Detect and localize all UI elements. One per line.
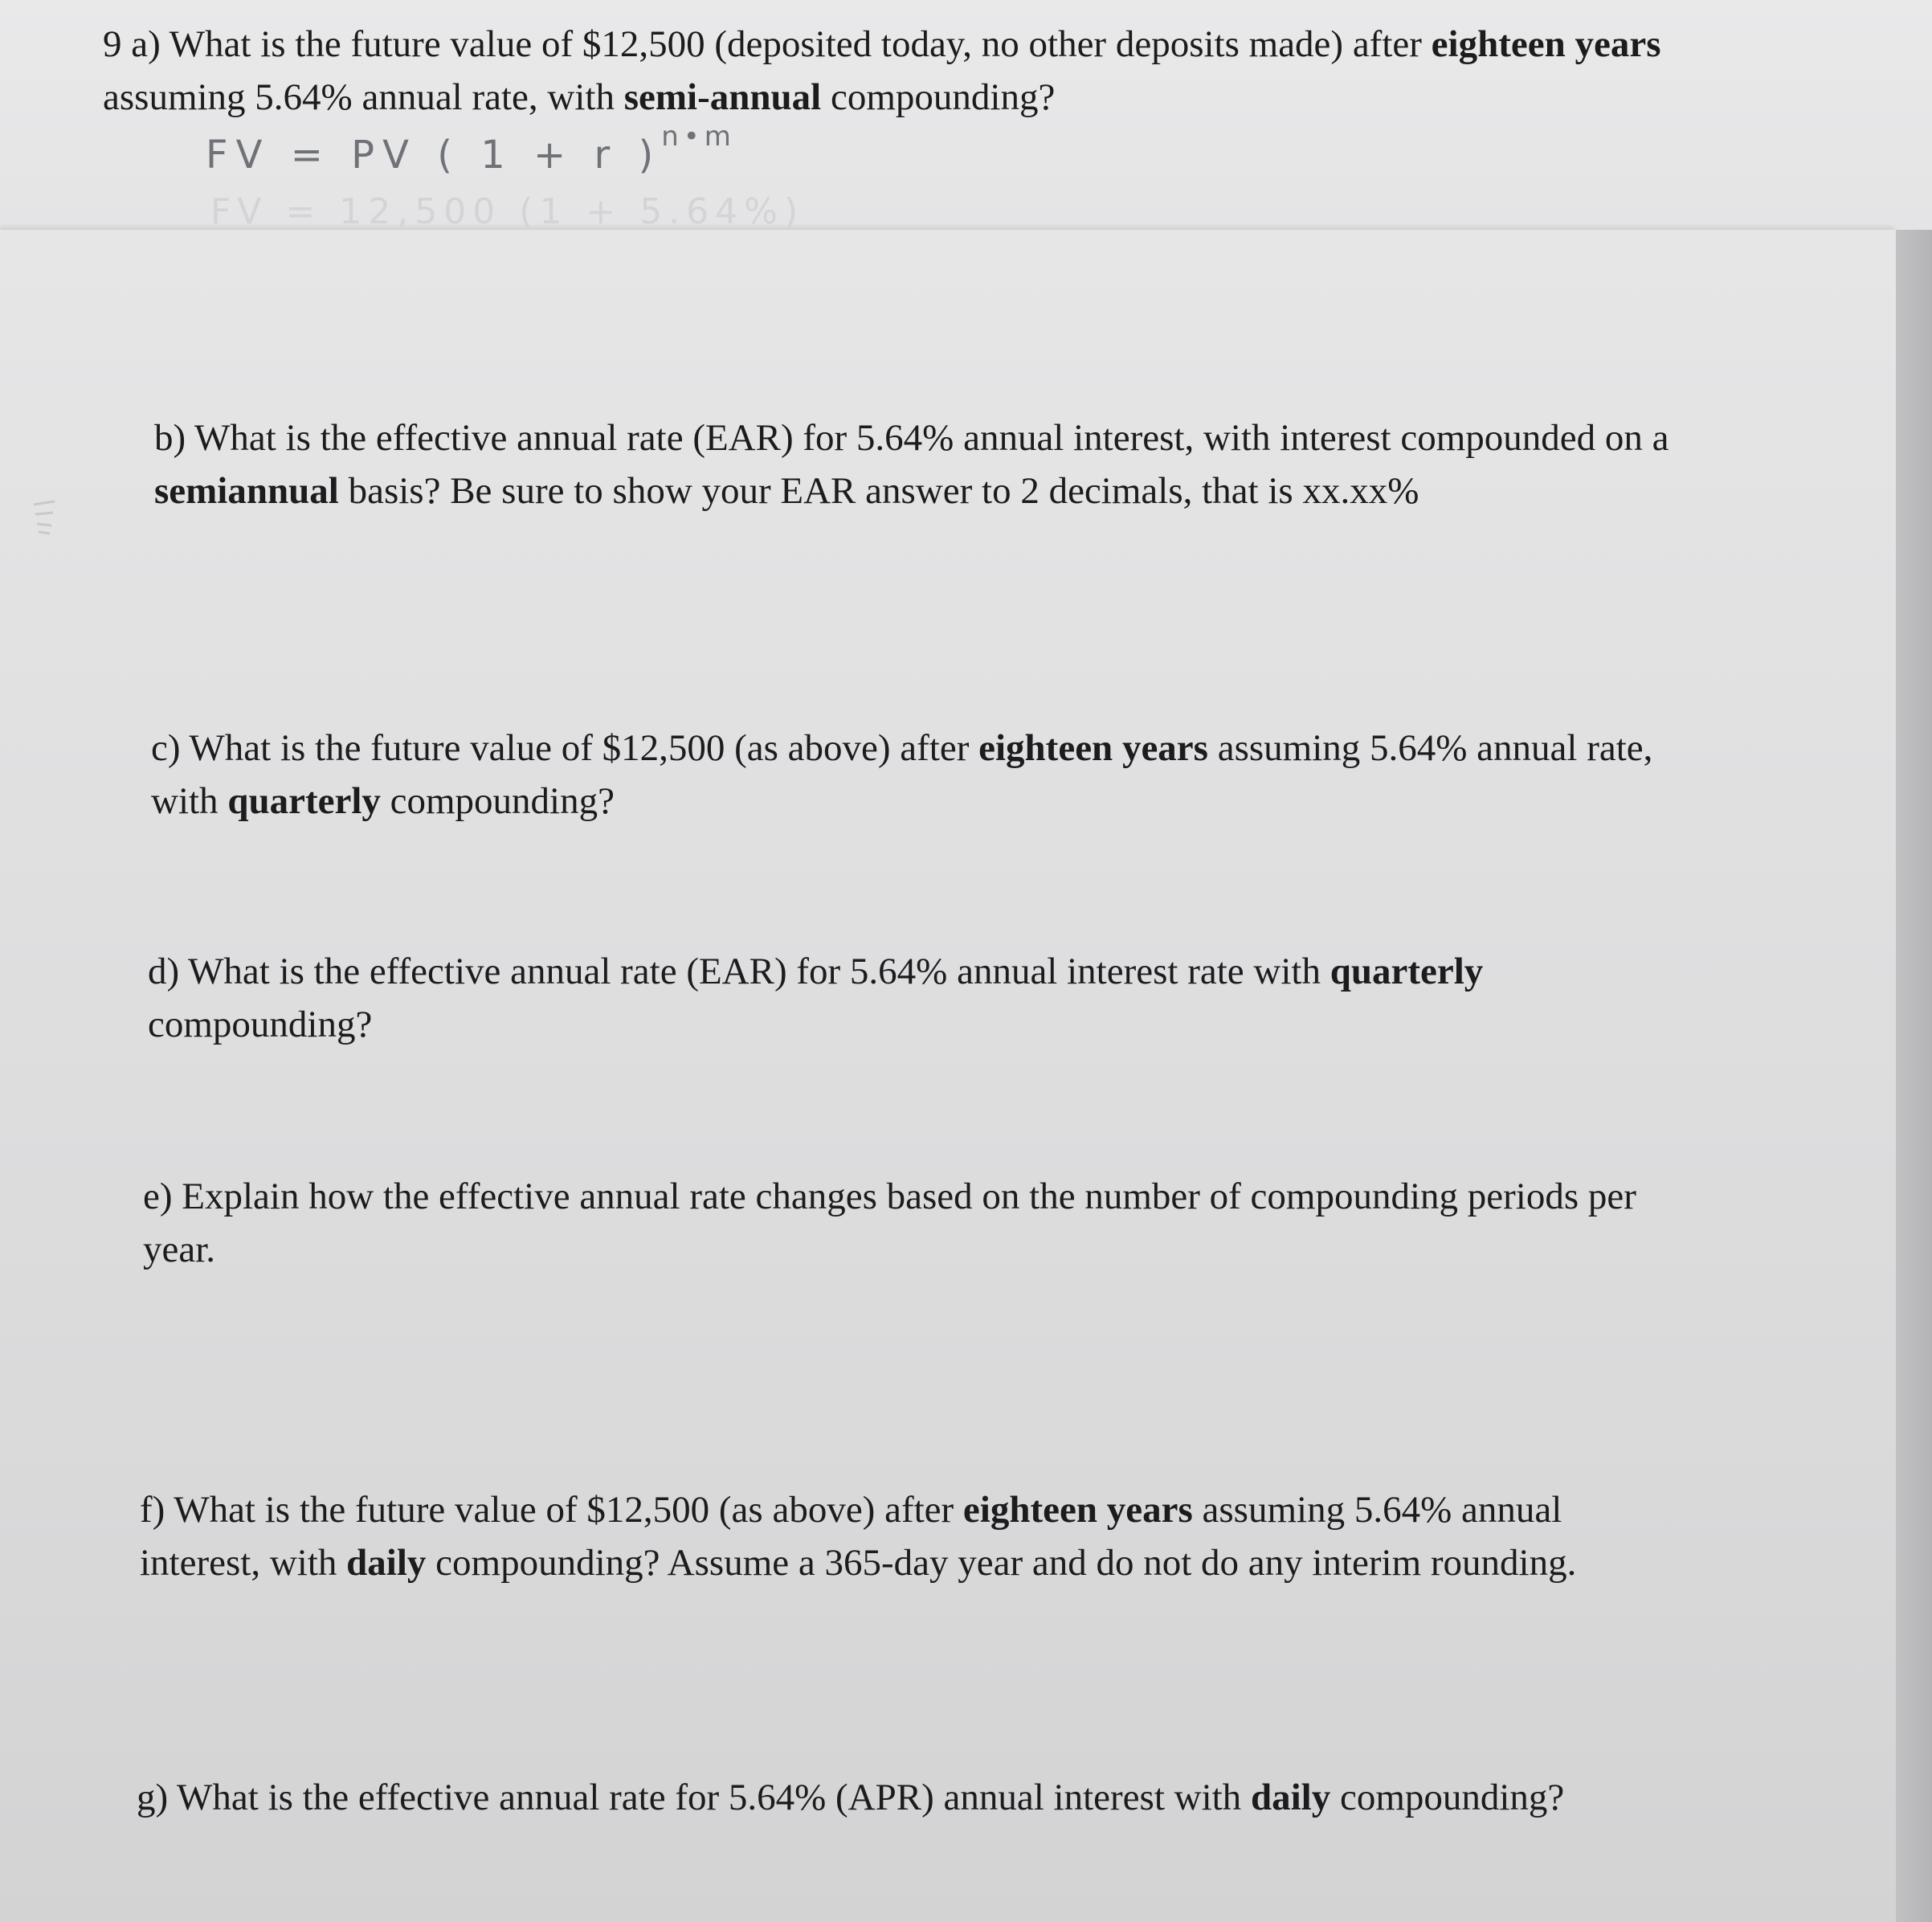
margin-mark-icon	[31, 497, 59, 538]
question-9a-line2: assuming 5.64% annual rate, with semi-annual compounding?	[103, 76, 1056, 118]
question-b	[154, 411, 1669, 517]
question-g-line1: g) What is the effective annual rate for 5.64% (APR) annual interest with daily compounding?	[137, 1777, 1565, 1818]
handwritten-formula: FV = PV ( 1 + r )$^{n•m}$	[206, 121, 736, 178]
question-f	[140, 1483, 1576, 1589]
bleed-through-handwriting: FV = 12,500 (1 + 5.64%)	[210, 191, 805, 232]
question-b-line2: semiannual basis? Be sure to show your EAR answer to 2 decimals, that is xx.xx%	[154, 470, 1419, 512]
emphasis-daily: daily	[1250, 1777, 1331, 1818]
question-e-line2: year.	[143, 1229, 216, 1270]
question-9a	[103, 18, 1661, 124]
page-edge-shadow	[1896, 230, 1932, 1922]
emphasis-eighteen-years: eighteen years	[1431, 23, 1661, 65]
question-c-line1: c) What is the future value of $12,500 (as above) after eighteen years assuming 5.64% annual rate,	[151, 727, 1653, 769]
emphasis-semi-annual: semi-annual	[623, 76, 822, 118]
question-e	[143, 1170, 1636, 1276]
question-e-line1: e) Explain how the effective annual rate changes based on the number of compounding periods per	[143, 1176, 1636, 1217]
question-c	[151, 722, 1652, 828]
question-f-line2: interest, with daily compounding? Assume a 365-day year and do not do any interim rounding.	[140, 1542, 1577, 1584]
question-9a-line1: 9 a) What is the future value of $12,500 (deposited today, no other deposits made) after eighteen years	[103, 23, 1661, 65]
emphasis-eighteen-years: eighteen years	[978, 727, 1208, 769]
emphasis-quarterly: quarterly	[227, 780, 381, 822]
emphasis-eighteen-years: eighteen years	[962, 1489, 1193, 1531]
emphasis-daily: daily	[346, 1542, 427, 1584]
question-d	[148, 945, 1483, 1051]
question-b-line1: b) What is the effective annual rate (EAR) for 5.64% annual interest, with interest compounded on a	[154, 417, 1669, 459]
question-c-line2: with quarterly compounding?	[151, 780, 615, 822]
question-d-line2: compounding?	[148, 1004, 373, 1045]
question-g	[137, 1771, 1564, 1824]
question-f-line1: f) What is the future value of $12,500 (as above) after eighteen years assuming 5.64% annual	[140, 1489, 1562, 1531]
emphasis-semiannual: semiannual	[154, 470, 339, 512]
question-d-line1: d) What is the effective annual rate (EAR) for 5.64% annual interest rate with quarterly	[148, 951, 1484, 992]
emphasis-quarterly: quarterly	[1330, 951, 1484, 992]
formula-exponent: n•m	[661, 121, 736, 153]
